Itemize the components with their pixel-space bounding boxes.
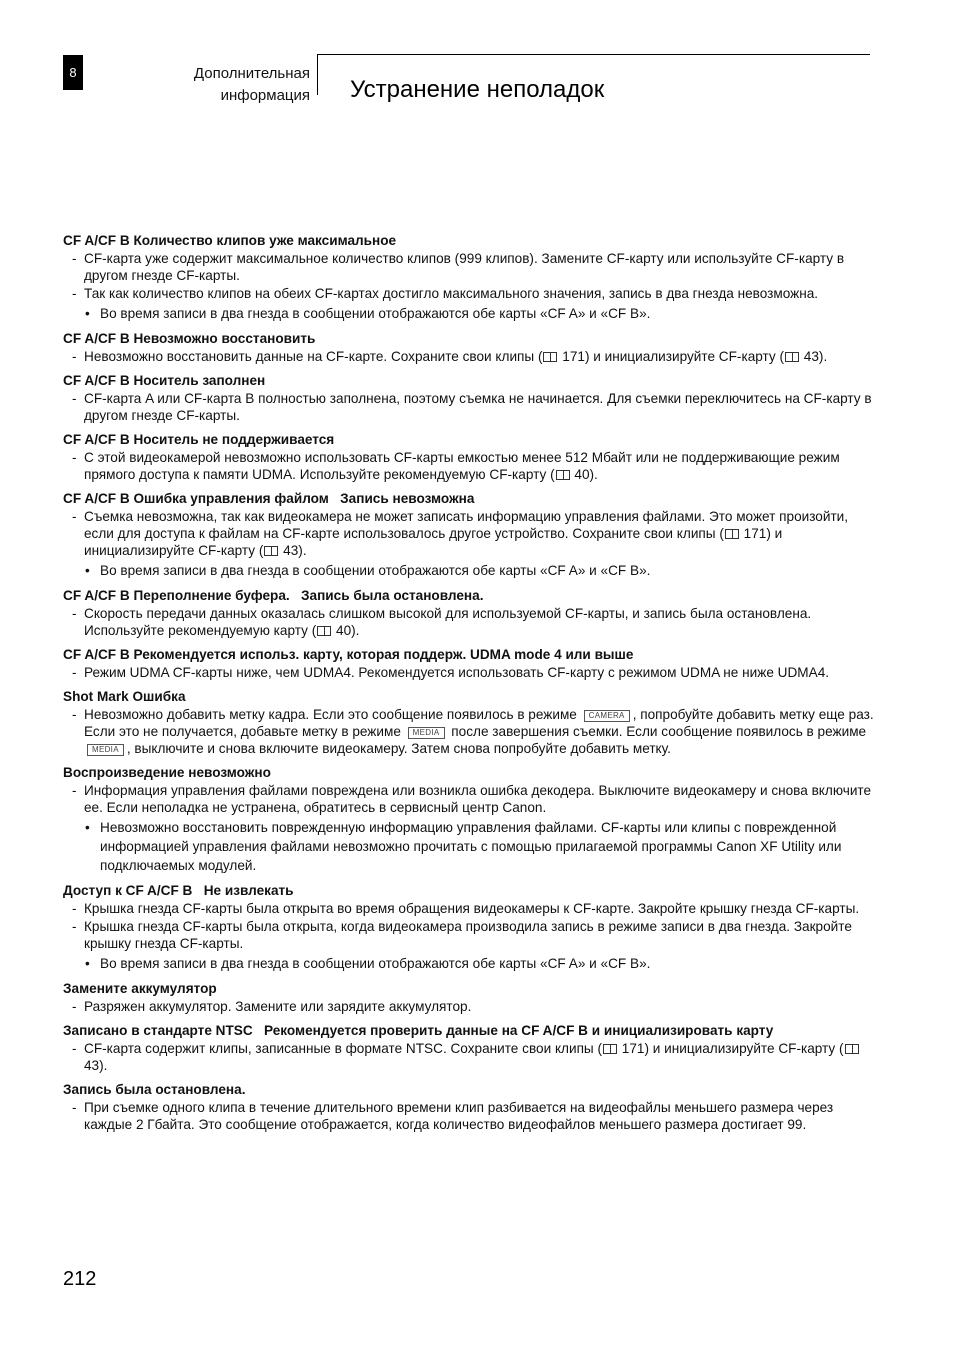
- book-reference-icon: [264, 546, 278, 556]
- messages-list: [63, 232, 875, 1140]
- camera-mode-icon: CAMERA: [584, 710, 630, 722]
- message-title: CF A/CF B Носитель заполнен: [63, 373, 266, 388]
- text-segment: Невозможно добавить метку кадра. Если это сообщение появилось в режиме: [84, 707, 577, 722]
- message-title: Воспроизведение невозможно: [63, 765, 271, 780]
- header-rule: [317, 54, 870, 55]
- section-label: [150, 63, 310, 107]
- header-divider: [317, 55, 318, 95]
- message-description: - Режим UDMA CF-карты ниже, чем UDMA4. Рекомендуется использовать CF-карту с режимом UDMA не ниже UDMA4.: [63, 664, 875, 681]
- message-description: [63, 706, 875, 757]
- message-entry: [63, 1081, 875, 1133]
- message-description: [63, 605, 875, 639]
- message-entry: [63, 1022, 875, 1074]
- book-reference-icon: [725, 529, 739, 539]
- message-entry: [63, 330, 875, 365]
- message-entry: [63, 587, 875, 639]
- text-segment: С этой видеокамерой невозможно использовать CF-карты емкостью менее 512 Мбайт или не поддерживающие режим прямого доступа к памяти UDMA. Используйте рекомендуемую CF-карту (: [84, 450, 840, 482]
- message-entry: [63, 372, 875, 424]
- message-title: CF A/CF B Ошибка управления файлом Запись невозможна: [63, 491, 475, 506]
- section-label-line2: информация: [220, 87, 310, 104]
- section-label-line1: Дополнительная: [193, 65, 310, 82]
- text-segment: 40).: [570, 467, 598, 482]
- text-segment: 40).: [332, 623, 360, 638]
- message-description: - Крышка гнезда CF-карты была открыта, когда видеокамера производила запись в режиме записи в два гнезда. Закройте крышку гнезда CF-карты.: [63, 918, 875, 952]
- message-entry: [63, 646, 875, 681]
- message-title: Замените аккумулятор: [63, 981, 217, 996]
- message-note: • Во время записи в два гнезда в сообщении отображаются обе карты «CF A» и «CF B».: [63, 561, 875, 580]
- message-description: - CF-карта уже содержит максимальное количество клипов (999 клипов). Замените CF-карту или используйте CF-карту в другом гнезде CF-карты.: [63, 250, 875, 284]
- message-title: CF A/CF B Переполнение буфера. Запись была остановлена.: [63, 588, 484, 603]
- message-description: - CF-карта A или CF-карта B полностью заполнена, поэтому съемка не начинается. Для съемки переключитесь на CF-карту в другом гнезде CF-карты.: [63, 390, 875, 424]
- message-title: Shot Mark Ошибка: [63, 689, 186, 704]
- text-segment: 43).: [800, 349, 828, 364]
- text-segment: Невозможно восстановить данные на CF-карте. Сохраните свои клипы (: [84, 349, 543, 364]
- book-reference-icon: [317, 626, 331, 636]
- message-note: • Невозможно восстановить поврежденную информацию управления файлами. CF-карты или клипы с поврежденной информацией управления файлами невозможно прочитать с помощью прилагаемой программы Canon XF Utility или подключаемых модулей.: [63, 818, 875, 875]
- message-description: - Крышка гнезда CF-карты была открыта во время обращения видеокамеры к CF-карте. Закройте крышку гнезда CF-карты.: [63, 900, 875, 917]
- text-segment: CF-карта содержит клипы, записанные в формате NTSC. Сохраните свои клипы (: [84, 1041, 603, 1056]
- message-description: - Разряжен аккумулятор. Замените или зарядите аккумулятор.: [63, 998, 875, 1015]
- media-mode-icon: MEDIA: [408, 727, 445, 739]
- message-title: Записано в стандарте NTSC Рекомендуется проверить данные на CF A/CF B и инициализировать карту: [63, 1023, 774, 1038]
- message-title: Запись была остановлена.: [63, 1082, 246, 1097]
- message-entry: [63, 764, 875, 875]
- page-number: 212: [63, 1268, 97, 1290]
- message-title: CF A/CF B Невозможно восстановить: [63, 331, 316, 346]
- message-title: CF A/CF B Количество клипов уже максимальное: [63, 233, 397, 248]
- message-title: CF A/CF B Рекомендуется использ. карту, которая поддерж. UDMA mode 4 или выше: [63, 647, 634, 662]
- message-description: - Так как количество клипов на обеих CF-картах достигло максимального значения, запись в два гнезда невозможна.: [63, 285, 875, 302]
- text-segment: после завершения съемки. Если сообщение появилось в режиме: [451, 724, 867, 739]
- text-segment: , выключите и снова включите видеокамеру. Затем снова попробуйте добавить метку.: [126, 741, 671, 756]
- page-title: Устранение неполадок: [350, 76, 605, 104]
- text-segment: , попробуйте добавить метку еще раз. Если это не получается, добавьте метку в режиме: [84, 707, 874, 739]
- book-reference-icon: [556, 470, 570, 480]
- message-description: [63, 348, 875, 365]
- message-description: - При съемке одного клипа в течение длительного времени клип разбивается на видеофайлы меньшего размера через каждые 2 Гбайта. Это сообщение отображается, когда количество видеофайлов меньшего размера достигает 99.: [63, 1099, 875, 1133]
- text-segment: 171) и инициализируйте CF-карту (: [618, 1041, 844, 1056]
- text-segment: 43).: [279, 543, 307, 558]
- book-reference-icon: [543, 352, 557, 362]
- message-description: [63, 508, 875, 559]
- message-entry: [63, 232, 875, 323]
- message-entry: [63, 980, 875, 1015]
- book-reference-icon: [785, 352, 799, 362]
- message-note: • Во время записи в два гнезда в сообщении отображаются обе карты «CF A» и «CF B».: [63, 954, 875, 973]
- message-entry: [63, 490, 875, 580]
- message-entry: [63, 431, 875, 483]
- text-segment: 43).: [84, 1058, 108, 1073]
- message-description: - Информация управления файлами повреждена или возникла ошибка декодера. Выключите видеокамеру и снова включите ее. Если неполадка не устранена, обратитесь в сервисный центр Canon.: [63, 782, 875, 816]
- message-title: Доступ к CF A/CF B Не извлекать: [63, 883, 294, 898]
- message-entry: [63, 688, 875, 757]
- text-segment: Скорость передачи данных оказалась слишком высокой для используемой CF-карты, и запись была остановлена. Используйте рекомендуемую карту (: [84, 606, 812, 638]
- book-reference-icon: [845, 1044, 859, 1054]
- message-note: • Во время записи в два гнезда в сообщении отображаются обе карты «CF A» и «CF B».: [63, 304, 875, 323]
- media-mode-icon: MEDIA: [87, 744, 124, 756]
- message-description: [63, 1040, 875, 1074]
- text-segment: 171) и инициализируйте CF-карту (: [84, 526, 783, 558]
- message-description: [63, 449, 875, 483]
- message-title: CF A/CF B Носитель не поддерживается: [63, 432, 335, 447]
- chapter-number-badge: 8: [63, 55, 83, 90]
- book-reference-icon: [603, 1044, 617, 1054]
- text-segment: 171) и инициализируйте CF-карту (: [558, 349, 785, 364]
- text-segment: Съемка невозможна, так как видеокамера не может записать информацию управления файлами. Это может произойти, если для доступа к файлам на CF-карте использовалось другое устройство. Сохраните свои клипы (: [84, 509, 849, 541]
- message-entry: [63, 882, 875, 973]
